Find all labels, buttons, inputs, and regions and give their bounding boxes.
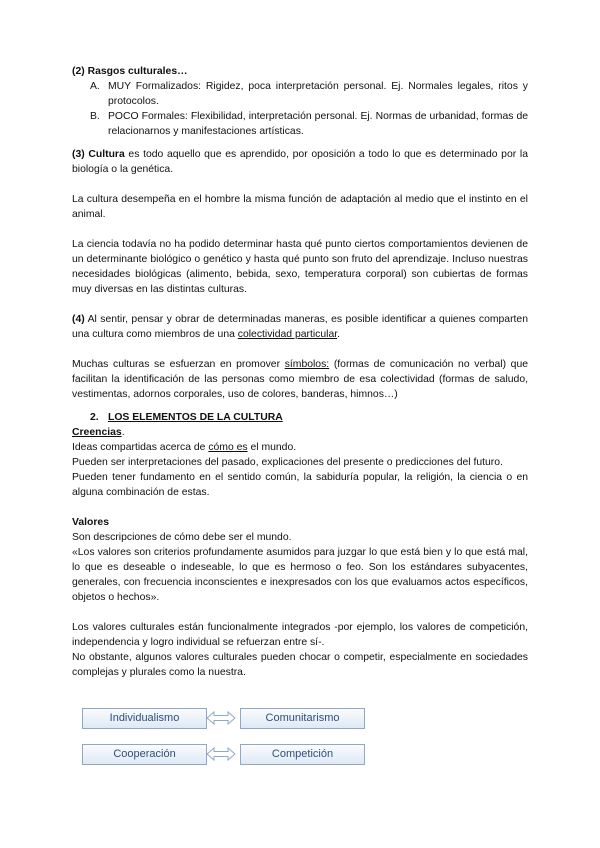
- competicion-box: Competición: [240, 744, 365, 765]
- list-text: POCO Formales: Flexibilidad, interpretación personal. Ej. Normas de urbanidad, formas de relacionarnos y manifestaciones artísticas.: [108, 111, 528, 137]
- creencias-def: Ideas compartidas acerca de cómo es el mundo.: [72, 442, 297, 453]
- cooperacion-box: Cooperación: [82, 744, 207, 765]
- list-item: [72, 79, 528, 109]
- rasgos-list: [72, 79, 528, 139]
- document-page: [72, 64, 528, 680]
- valores-p2: No obstante, algunos valores culturales pueden chocar o competir, especialmente en sociedades complejas y plurales como la nuestra.: [72, 652, 528, 678]
- adaptacion-paragraph: La cultura desempeña en el hombre la misma función de adaptación al medio que el instinto en el animal.: [72, 194, 528, 220]
- double-arrow-icon: [206, 711, 236, 725]
- section-2-title: (2) Rasgos culturales…: [72, 66, 188, 77]
- list-marker: B.: [90, 111, 100, 122]
- individualismo-box: Individualismo: [82, 708, 207, 729]
- comunitarismo-box: Comunitarismo: [240, 708, 365, 729]
- valores-def: Son descripciones de cómo debe ser el mundo.: [72, 532, 292, 543]
- section-heading: 2. LOS ELEMENTOS DE LA CULTURA: [90, 412, 283, 423]
- creencias-heading: Creencias.: [72, 427, 125, 438]
- simbolos-paragraph: Muchas culturas se esfuerzan en promover símbolos: (formas de comunicación no verbal) que facilitan la identificación de las personas como miembro de esa colectividad (formas de saludo, vestimentas, adornos corporales, uso de colores, banderas, himnos…): [72, 359, 529, 400]
- valores-heading: Valores: [72, 517, 109, 528]
- valores-quote: «Los valores son criterios profundamente asumidos para juzgar lo que está bien y lo que está mal, lo que es deseable o indeseable, lo que es hermoso o feo. Son los estándares subyacentes, generales, con frecuencia inconscientes e inexpresados con los que evaluamos actos específicos, objetos o hechos».: [72, 547, 528, 603]
- valores-p1: Los valores culturales están funcionalmente integrados -por ejemplo, los valores de competición, independencia y logro individual se refuerzan entre sí-.: [72, 622, 528, 648]
- sentir-paragraph: (4) Al sentir, pensar y obrar de determinadas maneras, es posible identificar a quienes comparten una cultura como miembros de una colectividad particular.: [72, 314, 528, 340]
- creencias-p1: Pueden ser interpretaciones del pasado, explicaciones del presente o predicciones del futuro.: [72, 457, 503, 468]
- list-text: MUY Formalizados: Rigidez, poca interpretación personal. Ej. Normales legales, ritos y protocolos.: [108, 81, 528, 107]
- cultura-paragraph: (3) Cultura es todo aquello que es aprendido, por oposición a todo lo que es determinado por la biología o la genética.: [72, 149, 528, 175]
- double-arrow-icon: [206, 747, 236, 761]
- list-marker: A.: [90, 81, 100, 92]
- values-diagram: [82, 708, 382, 768]
- list-item: [72, 109, 528, 139]
- ciencia-paragraph: La ciencia todavía no ha podido determinar hasta qué punto ciertos comportamientos devienen de un determinante biológico o genético y hasta qué punto son fruto del aprendizaje. Incluso nuestras necesidades biológicas (alimento, bebida, sexo, temperatura corporal) son cubiertas de formas muy diversas en las distintas culturas.: [72, 239, 528, 295]
- creencias-p2: Pueden tener fundamento en el sentido común, la sabiduría popular, la religión, la ciencia o en alguna combinación de estas.: [72, 472, 528, 498]
